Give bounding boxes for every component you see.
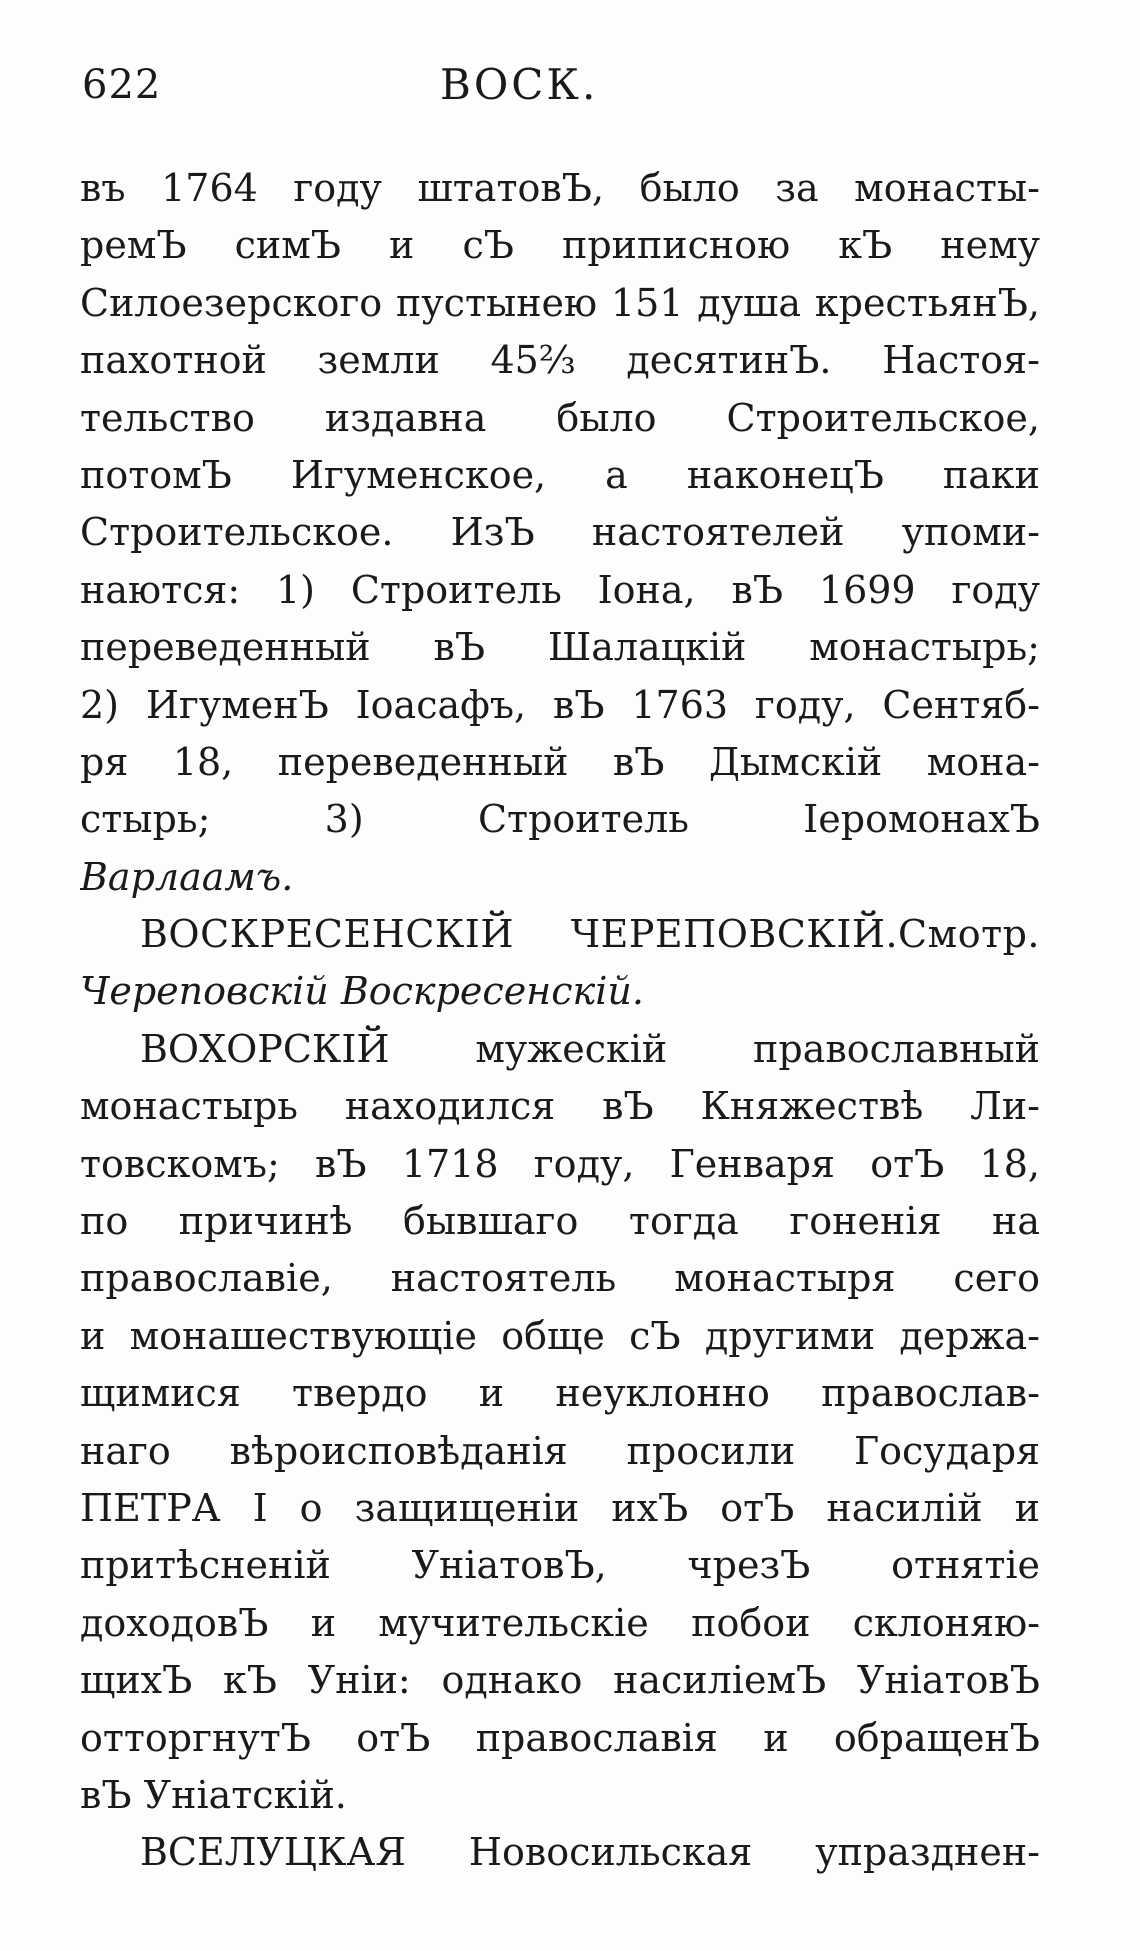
text-line: и монашествующiе обще сЪ другими держа-	[80, 1313, 1040, 1358]
text-line: православiе, настоятель монастыря сего	[80, 1256, 1040, 1301]
text-line: ремЪ симЪ и сЪ приписною кЪ нему	[80, 223, 1040, 268]
text-line: щихЪ кЪ Унiи: однако насилiемЪ УнiатовЪ	[80, 1658, 1040, 1703]
entry-heading-veslutskaya: ВСЕЛУЦКАЯ Новосильская упразднен-	[140, 1830, 1040, 1875]
text-line: ПЕТРА I о защищенiи ихЪ отЪ насилiй и	[80, 1485, 1040, 1530]
text-line: вЪ Унiатскiй.	[80, 1772, 347, 1817]
text-line: товскомъ; вЪ 1718 году, Генваря отЪ 18,	[80, 1141, 1040, 1186]
text-line: доходовЪ и мучительскiе побои склоняю-	[80, 1600, 1040, 1645]
entry-heading-vokhorsky: ВОХОРСКIЙ мужескiй православный	[140, 1026, 1040, 1071]
text-line: Строительское. ИзЪ настоятелей упоми-	[80, 510, 1040, 555]
text-line: наго вѣроисповѣданiя просили Государя	[80, 1428, 1040, 1473]
text-line: въ 1764 году штатовЪ, было за монасты-	[80, 166, 1040, 210]
text-line: стырь; 3) Строитель IеромонахЪ	[80, 797, 1040, 842]
text-line: щимися твердо и неуклонно православ-	[80, 1371, 1040, 1416]
text-line: потомЪ Игуменское, а наконецЪ паки	[80, 452, 1040, 497]
running-head: ВОСК.	[440, 60, 599, 109]
text-line: ря 18, переведенный вЪ Дымскiй мона-	[80, 739, 1040, 784]
cross-reference: Череповскiй Воскресенскiй.	[80, 969, 644, 1014]
text-line: отторгнутЪ отЪ православiя и обращенЪ	[80, 1715, 1040, 1760]
text-line: 2) ИгуменЪ Iоасафъ, вЪ 1763 году, Сентяб-	[80, 682, 1040, 727]
text-line: Силоезерского пустынею 151 душа крестьянЪ,	[80, 280, 1040, 325]
text-line: тельство издавна было Строительское,	[80, 395, 1040, 440]
text-line: пахотной земли 45⅔ десятинЪ. Настоя-	[80, 338, 1040, 383]
text-line: переведенный вЪ Шалацкiй монастырь;	[80, 625, 1040, 670]
text-line: притѣсненiй УнiатовЪ, чрезЪ отнятiе	[80, 1543, 1040, 1588]
page-header	[80, 52, 1040, 112]
text-line: монастырь находился вЪ Княжествѣ Ли-	[80, 1084, 1040, 1129]
text-line: наются: 1) Строитель Iона, вЪ 1699 году	[80, 567, 1040, 612]
page-number: 622	[82, 62, 162, 108]
page-bottom-margin	[0, 1871, 1140, 1951]
text-line: по причинѣ бывшаго тогда гоненiя на	[80, 1199, 1040, 1244]
text-line: Варлаамъ.	[80, 854, 294, 899]
body-text	[80, 160, 1040, 1882]
entry-heading-voskresensky: ВОСКРЕСЕНСКIЙ ЧЕРЕПОВСКIЙ.Смотр.	[140, 912, 1040, 957]
